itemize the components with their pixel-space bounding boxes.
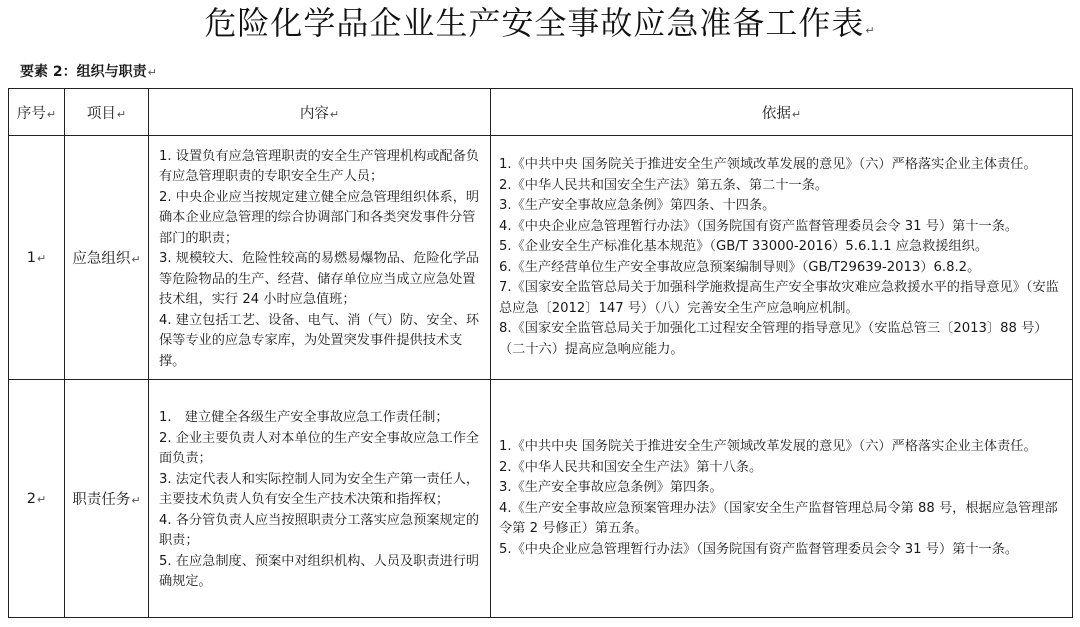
basis-line: 7.《国家安全监管总局关于加强科学施救提高生产安全事故灾难应急救援水平的指导意见》（安监总应急〔2012〕147 号）（八）完善安全生产应急响应机制。 (499, 280, 1059, 316)
preparation-table (8, 88, 1073, 618)
row-index: 1↵ (9, 136, 65, 380)
row-content (149, 136, 491, 380)
content-line: 4. 建立包括工艺、设备、电气、消（气）防、安全、环保等专业的应急专家库，为处置突发事件提供技术支撑。 (159, 312, 480, 369)
paragraph-mark: ↵ (865, 24, 876, 37)
content-line: 4. 各分管负责人应当按照职责分工落实应急预案规定的职责； (159, 512, 480, 549)
basis-line: 3.《生产安全事故应急条例》第四条。 (499, 480, 723, 495)
content-line: 2. 企业主要负责人对本单位的生产安全事故应急工作全面负责； (159, 430, 480, 467)
header-basis: 依据↵ (491, 89, 1073, 136)
row-item: 职责任务↵ (65, 380, 149, 618)
content-line: 3. 规模较大、危险性较高的易燃易爆物品、危险化学品等危险物品的生产、经营、储存单位应当成立应急处置技术组，实行 24 小时应急值班； (159, 251, 480, 308)
table-header-row (9, 89, 1073, 136)
content-line: 1. 设置负有应急管理职责的安全生产管理机构或配备负有应急管理职责的专职安全生产人员； (159, 148, 480, 185)
table-row (9, 136, 1073, 380)
paragraph-mark: ↵ (46, 107, 57, 121)
basis-line: 2.《中华人民共和国安全生产法》第五条、第二十一条。 (499, 177, 829, 193)
content-line: 2. 中央企业应当按规定建立健全应急管理组织体系，明确本企业应急管理的综合协调部门和各类突发事件分管部门的职责； (159, 189, 480, 246)
row-basis (491, 136, 1073, 380)
paragraph-mark: ↵ (147, 66, 157, 79)
section-label: 要素 2：组织与职责↵ (20, 64, 157, 80)
basis-line: 1.《中共中央 国务院关于推进安全生产领域改革发展的意见》（六）严格落实企业主体责任。 (499, 157, 1037, 172)
row-content (149, 380, 491, 618)
header-item: 项目↵ (65, 89, 149, 136)
page-title: 危险化学品企业生产安全事故应急准备工作表↵ (204, 4, 876, 42)
basis-line: 2.《中华人民共和国安全生产法》第十八条。 (499, 459, 763, 475)
row-basis (491, 380, 1073, 618)
basis-line: 4.《中央企业应急管理暂行办法》（国务院国有资产监督管理委员会令 31 号）第十一条。 (499, 218, 1019, 234)
paragraph-mark: ↵ (131, 253, 141, 266)
basis-line: 5.《企业安全生产标准化基本规范》（GB/T 33000-2016）5.6.1.1 应急救援组织。 (499, 239, 989, 254)
paragraph-mark: ↵ (116, 107, 127, 121)
header-content: 内容↵ (149, 89, 491, 136)
basis-line: 1.《中共中央 国务院关于推进安全生产领域改革发展的意见》（六）严格落实企业主体责任。 (499, 439, 1037, 454)
table-row (9, 380, 1073, 618)
paragraph-mark: ↵ (131, 494, 141, 507)
paragraph-mark: ↵ (791, 107, 802, 121)
paragraph-mark: ↵ (37, 251, 47, 265)
content-line: 3. 法定代表人和实际控制人同为安全生产第一责任人，主要技术负责人负有安全生产技术决策和指挥权； (159, 471, 480, 508)
basis-line: 4.《生产安全事故应急预案管理办法》（国家安全生产监督管理总局令第 88 号，根据应急管理部令第 2 号修正）第五条。 (499, 500, 1058, 536)
basis-line: 8.《国家安全监管总局关于加强化工过程安全管理的指导意见》（安监总管三〔2013〕88 号）（二十六）提高应急响应能力。 (499, 321, 1048, 357)
basis-line: 3.《生产安全事故应急条例》第四条、十四条。 (499, 198, 776, 213)
content-line: 5. 在应急制度、预案中对组织机构、人员及职责进行明确规定。 (159, 553, 480, 590)
content-line: 1. 建立健全各级生产安全事故应急工作责任制； (159, 410, 449, 426)
row-item: 应急组织↵ (65, 136, 149, 380)
row-index: 2↵ (9, 380, 65, 618)
header-index: 序号↵ (9, 89, 65, 136)
basis-line: 6.《生产经营单位生产安全事故应急预案编制导则》（GB/T29639-2013）6.8.2。 (499, 259, 981, 275)
paragraph-mark: ↵ (329, 107, 340, 121)
paragraph-mark: ↵ (37, 492, 47, 506)
basis-line: 5.《中央企业应急管理暂行办法》（国务院国有资产监督管理委员会令 31 号）第十一条。 (499, 541, 1019, 557)
